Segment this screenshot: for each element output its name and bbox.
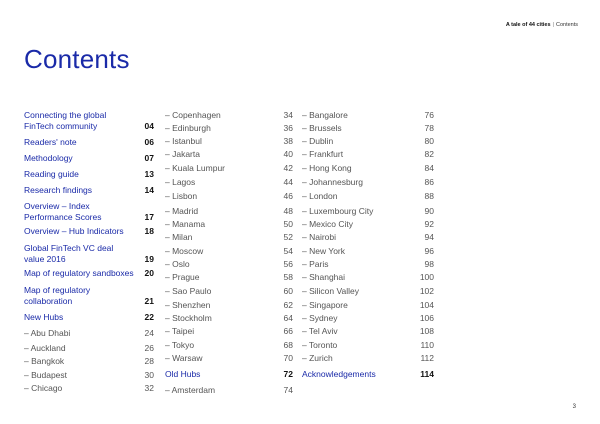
toc-entry[interactable] [165, 149, 293, 160]
toc-entry[interactable] [302, 300, 434, 311]
toc-entry-label: Old Hubs [165, 369, 201, 379]
toc-entry-page: 78 [424, 123, 434, 133]
toc-entry-page: 30 [144, 370, 154, 380]
toc-entry-label: – Frankfurt [302, 149, 344, 159]
toc-entry-label: – Jakarta [165, 149, 200, 159]
toc-entry[interactable] [24, 370, 154, 381]
toc-entry[interactable] [302, 326, 434, 337]
toc-entry-page: 54 [283, 246, 293, 256]
toc-entry[interactable] [165, 163, 293, 174]
toc-entry-label: Reading guide [24, 169, 79, 179]
toc-entry-page: 38 [283, 136, 293, 146]
toc-entry-page: 90 [424, 206, 434, 216]
page-title: Contents [24, 44, 130, 74]
toc-entry-page: 108 [419, 326, 434, 336]
toc-entry-label: Map of regulatory collaboration [24, 285, 91, 306]
toc-entry-label: – Copenhagen [165, 110, 221, 120]
toc-entry-label: – Luxembourg City [302, 206, 374, 216]
toc-entry[interactable] [302, 136, 434, 147]
toc-entry[interactable] [24, 110, 154, 132]
toc-entry-page: 66 [283, 326, 293, 336]
toc-entry-page: 86 [424, 177, 434, 187]
toc-entry[interactable] [165, 259, 293, 270]
toc-entry-page: 84 [424, 163, 434, 173]
toc-entry[interactable] [165, 136, 293, 147]
toc-entry-label: – Sydney [302, 313, 338, 323]
toc-entry-label: – Istanbul [165, 136, 202, 146]
toc-entry[interactable] [302, 369, 434, 380]
toc-entry-page: 82 [424, 149, 434, 159]
toc-entry-page: 06 [144, 137, 154, 147]
toc-entry[interactable] [302, 123, 434, 134]
toc-entry[interactable] [165, 340, 293, 351]
toc-entry[interactable] [302, 272, 434, 283]
toc-entry-page: 98 [424, 259, 434, 269]
toc-entry-page: 88 [424, 191, 434, 201]
toc-entry-page: 17 [144, 212, 154, 222]
toc-entry[interactable] [165, 300, 293, 311]
toc-entry-page: 68 [283, 340, 293, 350]
toc-entry-page: 24 [144, 328, 154, 338]
toc-entry[interactable] [165, 191, 293, 202]
toc-entry-label: Acknowledgements [302, 369, 376, 379]
toc-entry-page: 92 [424, 219, 434, 229]
toc-entry-label: Methodology [24, 153, 73, 163]
toc-entry[interactable] [165, 353, 293, 364]
toc-entry-label: Overview – Index Performance Scores [24, 201, 102, 222]
toc-entry-page: 40 [283, 149, 293, 159]
toc-entry-label: – Sao Paulo [165, 286, 212, 296]
toc-entry-label: – Johannesburg [302, 177, 363, 187]
toc-entry-page: 112 [420, 353, 434, 363]
toc-entry[interactable] [302, 259, 434, 270]
toc-entry[interactable] [165, 313, 293, 324]
toc-entry-page: 14 [144, 185, 154, 195]
toc-entry[interactable] [165, 286, 293, 297]
toc-entry-page: 114 [420, 369, 434, 379]
toc-entry-page: 42 [283, 163, 293, 173]
toc-entry[interactable] [24, 343, 154, 354]
toc-entry-page: 46 [283, 191, 293, 201]
toc-entry-page: 56 [283, 259, 293, 269]
toc-entry-label: – Zurich [302, 353, 333, 363]
toc-entry-label: – Auckland [24, 343, 66, 353]
toc-entry[interactable] [24, 328, 154, 339]
toc-entry-label: – Prague [165, 272, 200, 282]
toc-entry[interactable] [24, 312, 154, 323]
toc-entry-label: – Milan [165, 232, 193, 242]
toc-entry[interactable] [24, 243, 154, 265]
toc-entry-label: – Bangkok [24, 356, 65, 366]
toc-entry-page: 34 [283, 110, 293, 120]
toc-entry-page: 94 [424, 232, 434, 242]
toc-entry-page: 96 [424, 246, 434, 256]
toc-entry-page: 20 [144, 268, 154, 278]
toc-entry-label: – Singapore [302, 300, 348, 310]
toc-entry[interactable] [165, 110, 293, 121]
toc-entry-page: 18 [144, 226, 154, 236]
toc-entry[interactable] [302, 149, 434, 160]
toc-entry-label: Research findings [24, 185, 93, 195]
toc-entry-label: – Shanghai [302, 272, 346, 282]
toc-entry-label: – Oslo [165, 259, 190, 269]
toc-entry-label: – Lagos [165, 177, 196, 187]
toc-entry[interactable] [24, 201, 154, 223]
toc-entry[interactable] [302, 110, 434, 121]
toc-entry[interactable] [165, 206, 293, 217]
toc-entry-label: – Lisbon [165, 191, 198, 201]
toc-entry[interactable] [165, 177, 293, 188]
toc-entry-label: – Budapest [24, 370, 68, 380]
toc-entry-label: Connecting the global FinTech community [24, 110, 107, 131]
toc-entry-page: 22 [144, 312, 154, 322]
toc-entry-label: New Hubs [24, 312, 64, 322]
toc-entry-label: Readers' note [24, 137, 77, 147]
toc-entry-label: – Brussels [302, 123, 342, 133]
toc-entry-label: – Mexico City [302, 219, 354, 229]
toc-entry-label: – Abu Dhabi [24, 328, 71, 338]
toc-entry-page: 76 [424, 110, 434, 120]
toc-entry-label: – Dublin [302, 136, 334, 146]
toc-entry-page: 72 [283, 369, 293, 379]
header-section: Contents [555, 22, 578, 28]
toc-entry-page: 106 [419, 313, 434, 323]
toc-entry-page: 32 [144, 383, 154, 393]
toc-entry-label: – Manama [165, 219, 206, 229]
toc-entry-page: 74 [283, 385, 293, 395]
toc-entry-page: 104 [419, 300, 434, 310]
toc-entry[interactable] [165, 246, 293, 257]
toc-entry[interactable] [24, 169, 154, 180]
toc-entry-page: 60 [283, 286, 293, 296]
toc-entry-label: – Paris [302, 259, 329, 269]
toc-entry-page: 102 [419, 286, 434, 296]
header-separator: | [552, 22, 554, 28]
toc-entry[interactable] [165, 232, 293, 243]
toc-entry[interactable] [302, 313, 434, 324]
toc-entry-page: 100 [419, 272, 434, 282]
toc-entry-label: – Edinburgh [165, 123, 211, 133]
toc-entry-page: 19 [144, 254, 154, 264]
toc-entry-page: 04 [144, 121, 154, 131]
running-header [506, 22, 578, 28]
toc-entry[interactable] [24, 137, 154, 148]
page-number: 3 [572, 404, 576, 410]
toc-entry-label: – Moscow [165, 246, 204, 256]
toc-entry[interactable] [302, 177, 434, 188]
toc-entry[interactable] [302, 219, 434, 230]
toc-entry-label: – Kuala Lumpur [165, 163, 226, 173]
toc-entry-page: 26 [144, 343, 154, 353]
toc-entry-label: – Bangalore [302, 110, 348, 120]
toc-entry[interactable] [302, 286, 434, 297]
toc-entry-label: – London [302, 191, 338, 201]
toc-entry-page: 36 [283, 123, 293, 133]
toc-entry[interactable] [165, 219, 293, 230]
toc-entry-page: 62 [283, 300, 293, 310]
toc-entry-label: – Amsterdam [165, 385, 216, 395]
toc-entry-page: 44 [283, 177, 293, 187]
toc-entry[interactable] [24, 268, 154, 279]
toc-entry[interactable] [302, 191, 434, 202]
toc-entry[interactable] [165, 272, 293, 283]
toc-entry[interactable] [302, 246, 434, 257]
toc-entry-label: – Chicago [24, 383, 63, 393]
toc-entry-label: – Nairobi [302, 232, 337, 242]
toc-entry-label: – Hong Kong [302, 163, 352, 173]
toc-entry[interactable] [24, 153, 154, 164]
toc-entry[interactable] [165, 326, 293, 337]
toc-entry[interactable] [165, 123, 293, 134]
toc-entry[interactable] [24, 226, 154, 237]
toc-entry-label: Global FinTech VC deal value 2016 [24, 243, 114, 264]
toc-entry-label: – Madrid [165, 206, 199, 216]
toc-entry-page: 28 [144, 356, 154, 366]
toc-entry-page: 50 [283, 219, 293, 229]
toc-entry[interactable] [302, 206, 434, 217]
toc-entry-page: 110 [420, 340, 434, 350]
toc-entry-page: 52 [283, 232, 293, 242]
toc-entry-page: 58 [283, 272, 293, 282]
toc-entry[interactable] [302, 163, 434, 174]
toc-entry-label: – Tokyo [165, 340, 195, 350]
toc-entry-page: 48 [283, 206, 293, 216]
toc-entry[interactable] [24, 356, 154, 367]
toc-entry-label: – Shenzhen [165, 300, 211, 310]
toc-entry[interactable] [302, 340, 434, 351]
toc-entry-label: – Warsaw [165, 353, 203, 363]
toc-entry[interactable] [24, 383, 154, 394]
toc-entry-page: 13 [144, 169, 154, 179]
doc-title: A tale of 44 cities [505, 22, 551, 28]
toc-entry[interactable] [24, 185, 154, 196]
toc-entry[interactable] [302, 353, 434, 364]
toc-entry-label: – Taipei [165, 326, 195, 336]
toc-entry[interactable] [24, 285, 154, 307]
toc-entry-page: 70 [283, 353, 293, 363]
toc-entry-label: Overview – Hub Indicators [24, 226, 124, 236]
toc-entry-label: – Tel Aviv [302, 326, 338, 336]
toc-entry[interactable] [165, 385, 293, 396]
toc-entry-page: 80 [424, 136, 434, 146]
toc-entry-label: – Stockholm [165, 313, 212, 323]
toc-entry-page: 64 [283, 313, 293, 323]
toc-entry-page: 07 [144, 153, 154, 163]
toc-entry-label: – Silicon Valley [302, 286, 360, 296]
toc-entry-label: – Toronto [302, 340, 338, 350]
toc-entry[interactable] [165, 369, 293, 380]
toc-entry-page: 21 [144, 296, 154, 306]
toc-entry[interactable] [302, 232, 434, 243]
toc-entry-label: – New York [302, 246, 345, 256]
toc-entry-label: Map of regulatory sandboxes [24, 268, 134, 278]
